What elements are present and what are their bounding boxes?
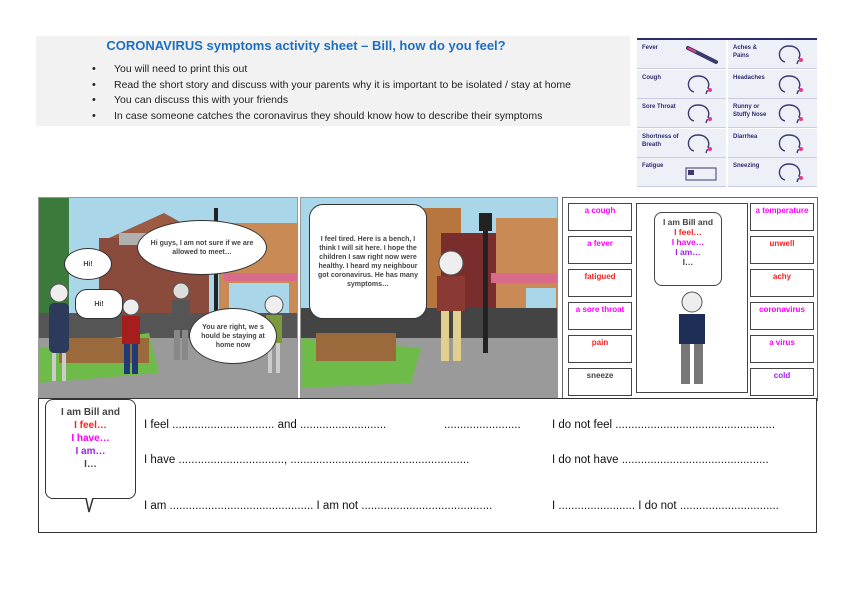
bubble-line: I am Bill and bbox=[61, 407, 120, 418]
page-title: CORONAVIRUS symptoms activity sheet – Bill, how do you feel? bbox=[106, 38, 506, 53]
breath-icon bbox=[680, 131, 720, 155]
instruction-item: • Read the short story and discuss with your parents why it is important to be isolated / stay at home bbox=[92, 78, 572, 94]
symptom-label: Sore Throat bbox=[642, 104, 676, 110]
word-card[interactable]: cold bbox=[750, 368, 814, 396]
speech-bubble-hi-2: Hi! bbox=[75, 289, 123, 319]
symptom-label: Shortness of Breath bbox=[642, 133, 679, 148]
symptom-cell bbox=[637, 70, 726, 99]
instruction-item: • In case someone catches the coronavirus they should know how to describe their symptoms bbox=[92, 109, 572, 125]
cough-head-icon bbox=[680, 72, 720, 96]
bed-icon bbox=[680, 160, 720, 184]
sore-throat-icon bbox=[680, 101, 720, 125]
symptom-cell bbox=[728, 70, 817, 99]
symptom-cell bbox=[728, 40, 817, 69]
blank-line[interactable]: ........................ bbox=[444, 419, 521, 431]
sentence-i-have[interactable]: I have ................................., ........................................................ bbox=[144, 454, 470, 466]
worksheet-box bbox=[38, 398, 817, 533]
sentence-i-do-not-feel[interactable]: I do not feel .................................................. bbox=[552, 419, 776, 431]
thermometer-icon bbox=[680, 42, 720, 66]
headache-icon bbox=[771, 72, 811, 96]
comic-panel-1 bbox=[38, 197, 298, 401]
speech-bubble-old-man: I feel tired. Here is a bench, I think I will sit here. I hope the children I saw right now were healthy. I heard my neighbour got coronavirus. He has many symptoms… bbox=[309, 204, 427, 319]
word-card[interactable]: sneeze bbox=[568, 368, 632, 396]
sentence-i-am[interactable]: I am ............................................. I am not ......................................... bbox=[144, 500, 493, 512]
symptom-label: Cough bbox=[642, 74, 661, 81]
symptom-label: Runny or Stuffy Nose bbox=[733, 104, 767, 118]
bubble-line: I feel… bbox=[74, 420, 107, 431]
bubble-line: I feel… bbox=[674, 227, 702, 237]
instruction-item: • You will need to print this out bbox=[92, 62, 572, 78]
boy-red-jacket bbox=[122, 299, 140, 374]
instruction-list bbox=[92, 62, 572, 124]
bill-character bbox=[667, 284, 717, 394]
speech-bubble-unsure: Hi guys, I am not sure if we are allowed to meet… bbox=[137, 220, 267, 275]
bubble-line: I am Bill and bbox=[662, 217, 714, 227]
comic-panel-2 bbox=[300, 197, 558, 401]
word-card[interactable]: pain bbox=[568, 335, 632, 363]
bubble-line: I… bbox=[682, 257, 694, 267]
comic-panel-3-word-bank bbox=[562, 197, 818, 401]
word-card[interactable]: a temperature bbox=[750, 203, 814, 231]
word-card[interactable]: coronavirus bbox=[750, 302, 814, 330]
diarrhea-icon bbox=[771, 131, 811, 155]
bill-speech-bubble bbox=[654, 212, 722, 286]
bill-speech-bubble-worksheet bbox=[45, 399, 136, 499]
sentence-i-do-not[interactable]: I ........................ I do not ............................... bbox=[552, 500, 779, 512]
symptom-cell bbox=[637, 129, 726, 158]
symptom-cell bbox=[728, 158, 817, 187]
word-card[interactable]: a cough bbox=[568, 203, 632, 231]
sentence-i-do-not-have[interactable]: I do not have .............................................. bbox=[552, 454, 769, 466]
instructions-box bbox=[36, 36, 630, 126]
runny-nose-icon bbox=[771, 101, 811, 125]
symptom-label: Aches & Pains bbox=[733, 45, 758, 59]
symptom-label: Headaches bbox=[733, 74, 765, 81]
speech-bubble-stay-home: You are right, we s hould be staying at home now bbox=[189, 308, 277, 364]
sneeze-icon bbox=[771, 160, 811, 184]
symptom-label: Sneezing bbox=[733, 163, 760, 169]
bubble-line: I… bbox=[84, 459, 97, 470]
aches-icon bbox=[771, 42, 811, 66]
speech-bubble-hi-1: Hi! bbox=[64, 248, 112, 280]
symptom-label: Fatigue bbox=[642, 163, 664, 169]
word-card[interactable]: a virus bbox=[750, 335, 814, 363]
symptom-cell bbox=[637, 40, 726, 69]
symptom-label: Diarrhea bbox=[733, 133, 758, 140]
bubble-line: I have… bbox=[71, 433, 110, 444]
word-card[interactable]: fatigued bbox=[568, 269, 632, 297]
symptom-cell bbox=[637, 158, 726, 187]
word-card[interactable]: unwell bbox=[750, 236, 814, 264]
symptom-cell bbox=[637, 99, 726, 128]
bill-frame bbox=[636, 203, 748, 393]
bubble-line: I have… bbox=[671, 237, 705, 247]
bubble-line: I am… bbox=[675, 247, 701, 257]
symptom-cell bbox=[728, 99, 817, 128]
bubble-tail bbox=[83, 498, 103, 514]
word-card[interactable]: a fever bbox=[568, 236, 632, 264]
symptom-label: Fever bbox=[642, 45, 659, 51]
symptoms-chart bbox=[637, 38, 817, 188]
boy-grey-jacket bbox=[172, 283, 190, 360]
bubble-line: I am… bbox=[75, 446, 106, 457]
symptom-cell bbox=[728, 129, 817, 158]
sentence-i-feel[interactable]: I feel ................................ and ........................... bbox=[144, 419, 387, 431]
girl-character bbox=[49, 284, 69, 381]
instruction-item: • You can discuss this with your friends bbox=[92, 93, 572, 109]
word-card[interactable]: achy bbox=[750, 269, 814, 297]
word-card[interactable]: a sore throat bbox=[568, 302, 632, 330]
